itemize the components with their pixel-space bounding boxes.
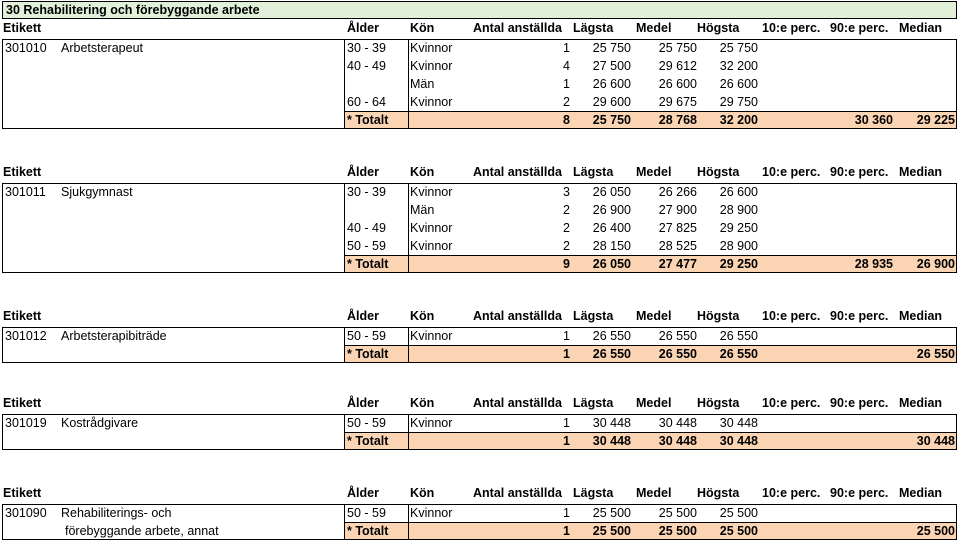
cell-alder: 50 - 59 — [347, 329, 386, 343]
header-alder: Ålder — [347, 309, 379, 323]
column-header-row — [2, 484, 957, 502]
total-hogsta: 25 500 — [719, 524, 758, 538]
header-medel: Medel — [636, 486, 672, 500]
cell-lagsta: 25 750 — [592, 41, 631, 55]
occupation-code: 301011 — [5, 185, 46, 199]
cell-alder: 50 - 59 — [347, 239, 386, 253]
group-border — [2, 39, 957, 129]
cell-antal: 1 — [563, 416, 570, 430]
cell-antal: 1 — [563, 506, 570, 520]
cell-kon: Kvinnor — [410, 41, 453, 55]
cell-alder: 40 - 49 — [347, 221, 386, 235]
sheet-title: 30 Rehabilitering och förebyggande arbete — [2, 1, 957, 19]
cell-medel: 26 550 — [658, 329, 697, 343]
header-etikett: Etikett — [3, 309, 42, 323]
cell-kon: Kvinnor — [410, 59, 453, 73]
header-median: Median — [899, 165, 943, 179]
cell-medel: 30 448 — [658, 416, 697, 430]
cell-medel: 28 525 — [658, 239, 697, 253]
cell-antal: 2 — [563, 239, 570, 253]
total-antal: 9 — [563, 257, 570, 271]
cell-kon: Kvinnor — [410, 329, 453, 343]
cell-kon: Män — [410, 203, 435, 217]
cell-antal: 1 — [563, 41, 570, 55]
header-median: Median — [899, 486, 943, 500]
column-header-row — [2, 19, 957, 37]
cell-lagsta: 25 500 — [592, 506, 631, 520]
header-kon: Kön — [410, 309, 435, 323]
total-label: * Totalt — [347, 257, 389, 271]
header-medel: Medel — [636, 165, 672, 179]
cell-alder: 50 - 59 — [347, 416, 386, 430]
cell-hogsta: 25 750 — [719, 41, 758, 55]
cell-kon: Kvinnor — [410, 416, 453, 430]
header-hogsta: Högsta — [697, 486, 740, 500]
cell-lagsta: 27 500 — [592, 59, 631, 73]
header-etikett: Etikett — [3, 486, 42, 500]
cell-kon: Kvinnor — [410, 239, 453, 253]
cell-alder: 60 - 64 — [347, 95, 386, 109]
header-p10: 10:e perc. — [762, 396, 821, 410]
header-p90: 90:e perc. — [830, 21, 889, 35]
cell-medel: 27 825 — [658, 221, 697, 235]
total-antal: 1 — [563, 347, 570, 361]
cell-alder: 40 - 49 — [347, 59, 386, 73]
cell-hogsta: 26 600 — [719, 185, 758, 199]
total-lagsta: 30 448 — [592, 434, 631, 448]
cell-alder: 30 - 39 — [347, 41, 386, 55]
header-medel: Medel — [636, 21, 672, 35]
total-median: 30 448 — [916, 434, 955, 448]
total-label: * Totalt — [347, 524, 389, 538]
cell-lagsta: 28 150 — [592, 239, 631, 253]
total-medel: 30 448 — [658, 434, 697, 448]
cell-antal: 3 — [563, 185, 570, 199]
cell-medel: 25 750 — [658, 41, 697, 55]
occupation-code: 301019 — [5, 416, 47, 430]
cell-lagsta: 26 400 — [592, 221, 631, 235]
column-divider — [408, 39, 409, 129]
cell-hogsta: 32 200 — [719, 59, 758, 73]
total-divider — [344, 111, 957, 112]
cell-medel: 27 900 — [658, 203, 697, 217]
cell-lagsta: 30 448 — [592, 416, 631, 430]
cell-antal: 2 — [563, 221, 570, 235]
cell-hogsta: 28 900 — [719, 239, 758, 253]
cell-lagsta: 26 900 — [592, 203, 631, 217]
cell-kon: Män — [410, 77, 435, 91]
cell-medel: 25 500 — [658, 506, 697, 520]
occupation-name: Arbetsterapibiträde — [61, 329, 167, 343]
total-label: * Totalt — [347, 434, 389, 448]
cell-hogsta: 26 550 — [719, 329, 758, 343]
header-kon: Kön — [410, 165, 435, 179]
cell-alder: 30 - 39 — [347, 185, 386, 199]
total-antal: 1 — [563, 434, 570, 448]
cell-antal: 2 — [563, 203, 570, 217]
header-kon: Kön — [410, 21, 435, 35]
column-header-row — [2, 394, 957, 412]
header-lagsta: Lägsta — [573, 309, 614, 323]
header-antal: Antal anställda — [473, 165, 562, 179]
occupation-name: Arbetsterapeut — [61, 41, 143, 55]
header-antal: Antal anställda — [473, 486, 562, 500]
header-alder: Ålder — [347, 396, 379, 410]
total-medel: 26 550 — [658, 347, 697, 361]
cell-antal: 4 — [563, 59, 570, 73]
column-divider — [344, 183, 345, 273]
occupation-code: 301012 — [5, 329, 47, 343]
cell-kon: Kvinnor — [410, 506, 453, 520]
header-kon: Kön — [410, 486, 435, 500]
header-alder: Ålder — [347, 165, 379, 179]
total-antal: 8 — [563, 113, 570, 127]
cell-medel: 29 612 — [658, 59, 697, 73]
cell-antal: 1 — [563, 77, 570, 91]
total-lagsta: 26 550 — [592, 347, 631, 361]
header-hogsta: Högsta — [697, 396, 740, 410]
cell-hogsta: 29 750 — [719, 95, 758, 109]
header-antal: Antal anställda — [473, 309, 562, 323]
header-hogsta: Högsta — [697, 165, 740, 179]
cell-medel: 26 600 — [658, 77, 697, 91]
header-medel: Medel — [636, 309, 672, 323]
total-medel: 25 500 — [658, 524, 697, 538]
occupation-name: Kostrådgivare — [61, 416, 139, 430]
total-hogsta: 32 200 — [719, 113, 758, 127]
header-p90: 90:e perc. — [830, 309, 889, 323]
cell-antal: 2 — [563, 95, 570, 109]
header-p90: 90:e perc. — [830, 486, 889, 500]
header-p10: 10:e perc. — [762, 486, 821, 500]
header-median: Median — [899, 396, 943, 410]
total-median: 26 550 — [916, 347, 955, 361]
total-divider — [344, 522, 957, 523]
total-median: 26 900 — [916, 257, 955, 271]
total-hogsta: 29 250 — [719, 257, 758, 271]
cell-kon: Kvinnor — [410, 221, 453, 235]
occupation-code: 301090 — [5, 506, 47, 520]
group-border — [2, 183, 957, 273]
header-p10: 10:e perc. — [762, 165, 821, 179]
header-antal: Antal anställda — [473, 396, 562, 410]
header-lagsta: Lägsta — [573, 21, 614, 35]
header-antal: Antal anställda — [473, 21, 562, 35]
cell-medel: 26 266 — [658, 185, 697, 199]
total-divider — [344, 432, 957, 433]
cell-kon: Kvinnor — [410, 185, 453, 199]
total-median: 25 500 — [916, 524, 955, 538]
column-header-row — [2, 163, 957, 181]
header-p90: 90:e perc. — [830, 396, 889, 410]
occupation-name: Sjukgymnast — [61, 185, 133, 199]
total-medel: 27 477 — [658, 257, 697, 271]
header-medel: Medel — [636, 396, 672, 410]
header-alder: Ålder — [347, 21, 379, 35]
occupation-name: Rehabiliterings- och — [61, 506, 172, 520]
header-p90: 90:e perc. — [830, 165, 889, 179]
total-lagsta: 26 050 — [592, 257, 631, 271]
header-kon: Kön — [410, 396, 435, 410]
header-lagsta: Lägsta — [573, 165, 614, 179]
cell-lagsta: 26 050 — [592, 185, 631, 199]
total-label: * Totalt — [347, 347, 389, 361]
header-etikett: Etikett — [3, 396, 42, 410]
cell-hogsta: 26 600 — [719, 77, 758, 91]
header-alder: Ålder — [347, 486, 379, 500]
header-etikett: Etikett — [3, 165, 42, 179]
cell-kon: Kvinnor — [410, 95, 453, 109]
cell-lagsta: 29 600 — [592, 95, 631, 109]
cell-hogsta: 28 900 — [719, 203, 758, 217]
header-median: Median — [899, 21, 943, 35]
total-antal: 1 — [563, 524, 570, 538]
column-header-row — [2, 307, 957, 325]
header-hogsta: Högsta — [697, 21, 740, 35]
total-medel: 28 768 — [658, 113, 697, 127]
column-divider — [408, 183, 409, 273]
cell-antal: 1 — [563, 329, 570, 343]
column-divider — [344, 39, 345, 129]
total-lagsta: 25 500 — [592, 524, 631, 538]
total-p90: 30 360 — [854, 113, 893, 127]
total-median: 29 225 — [916, 113, 955, 127]
total-hogsta: 30 448 — [719, 434, 758, 448]
total-divider — [344, 345, 957, 346]
cell-hogsta: 25 500 — [719, 506, 758, 520]
cell-medel: 29 675 — [658, 95, 697, 109]
header-p10: 10:e perc. — [762, 21, 821, 35]
cell-hogsta: 29 250 — [719, 221, 758, 235]
occupation-name-line2: förebyggande arbete, annat — [65, 524, 219, 538]
header-median: Median — [899, 309, 943, 323]
total-lagsta: 25 750 — [592, 113, 631, 127]
total-hogsta: 26 550 — [719, 347, 758, 361]
cell-lagsta: 26 600 — [592, 77, 631, 91]
total-p90: 28 935 — [854, 257, 893, 271]
header-lagsta: Lägsta — [573, 486, 614, 500]
header-p10: 10:e perc. — [762, 309, 821, 323]
cell-lagsta: 26 550 — [592, 329, 631, 343]
total-label: * Totalt — [347, 113, 389, 127]
header-etikett: Etikett — [3, 21, 42, 35]
total-divider — [344, 255, 957, 256]
header-hogsta: Högsta — [697, 309, 740, 323]
header-lagsta: Lägsta — [573, 396, 614, 410]
cell-hogsta: 30 448 — [719, 416, 758, 430]
occupation-code: 301010 — [5, 41, 47, 55]
cell-alder: 50 - 59 — [347, 506, 386, 520]
